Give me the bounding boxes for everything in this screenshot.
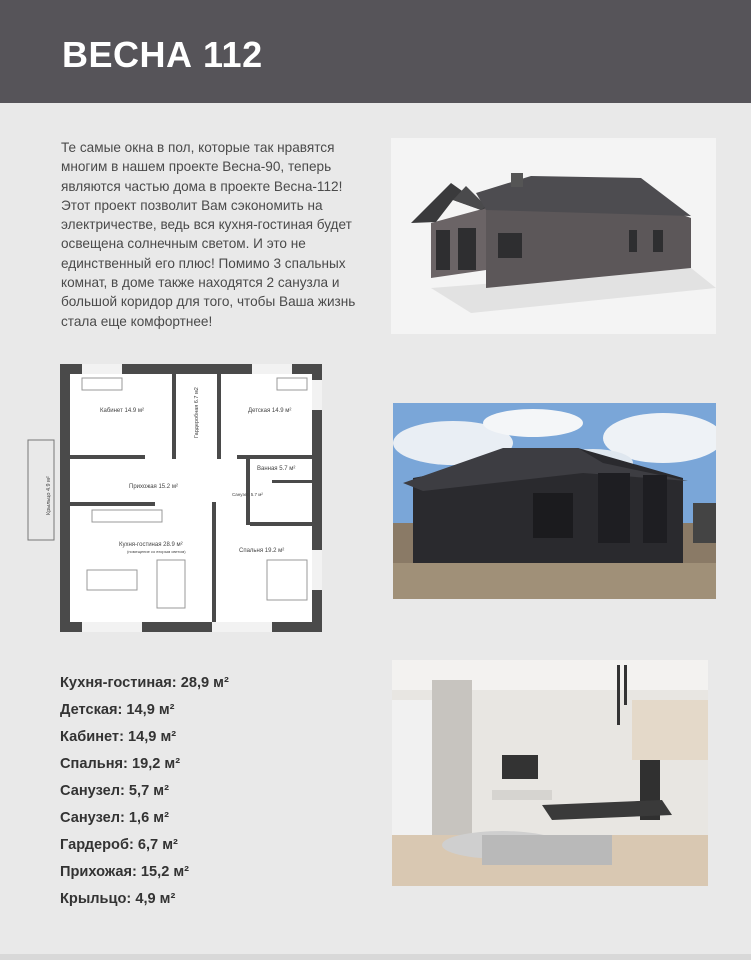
room-label-kitchen-note: (помещение со вторым светом) [127,549,186,554]
project-description: Те самые окна в пол, которые так нравятся многим в нашем проекте Весна-90, теперь являются частью дома в проекте Весна-112! Этот проект позволит Вам сэкономить на электричестве, ведь вся кухня-гостиная будет освещена солнечным светом. И это не единственный его плюс! Помимо 3 спальных комнат, в доме также находятся 2 санузла и большой коридор для того, чтобы Ваша жизнь стала еще комфортнее! [61,140,356,329]
room-label-porch: Крыльцо 4.9 м² [46,476,52,515]
header-bar [0,0,751,103]
area-item: Кухня-гостиная: 28,9 м² [60,675,229,691]
interior-render-image [392,660,708,886]
room-label-bedroom: Спальня 19.2 м² [239,548,285,554]
room-label-toilet: Санузел 5.7 м² [232,492,263,497]
room-label-wardrobe: Гардеробная 6.7 м2 [194,387,200,438]
area-item: Прихожая: 15,2 м² [60,864,190,880]
house-render-image [391,138,716,334]
page-title: ВЕСНА 112 [62,34,263,75]
room-label-kitchen: Кухня-гостиная 28.9 м² [119,542,183,548]
floor-plan [22,360,334,635]
footer-divider [0,954,751,960]
house-photo-image [393,403,716,599]
area-list [60,670,229,913]
area-item: Крыльцо: 4,9 м² [60,891,176,907]
room-label-hall: Прихожая 15.2 м² [129,484,178,490]
room-label-cabinet: Кабинет 14.9 м² [100,408,144,414]
room-label-bath: Ванная 5.7 м² [257,466,296,472]
area-item: Кабинет: 14,9 м² [60,729,177,745]
area-item: Санузел: 5,7 м² [60,783,169,799]
room-label-kids: Детская 14.9 м² [248,408,292,414]
area-item: Гардероб: 6,7 м² [60,837,178,853]
area-item: Спальня: 19,2 м² [60,756,181,772]
area-item: Детская: 14,9 м² [60,702,175,718]
area-item: Санузел: 1,6 м² [60,810,169,826]
